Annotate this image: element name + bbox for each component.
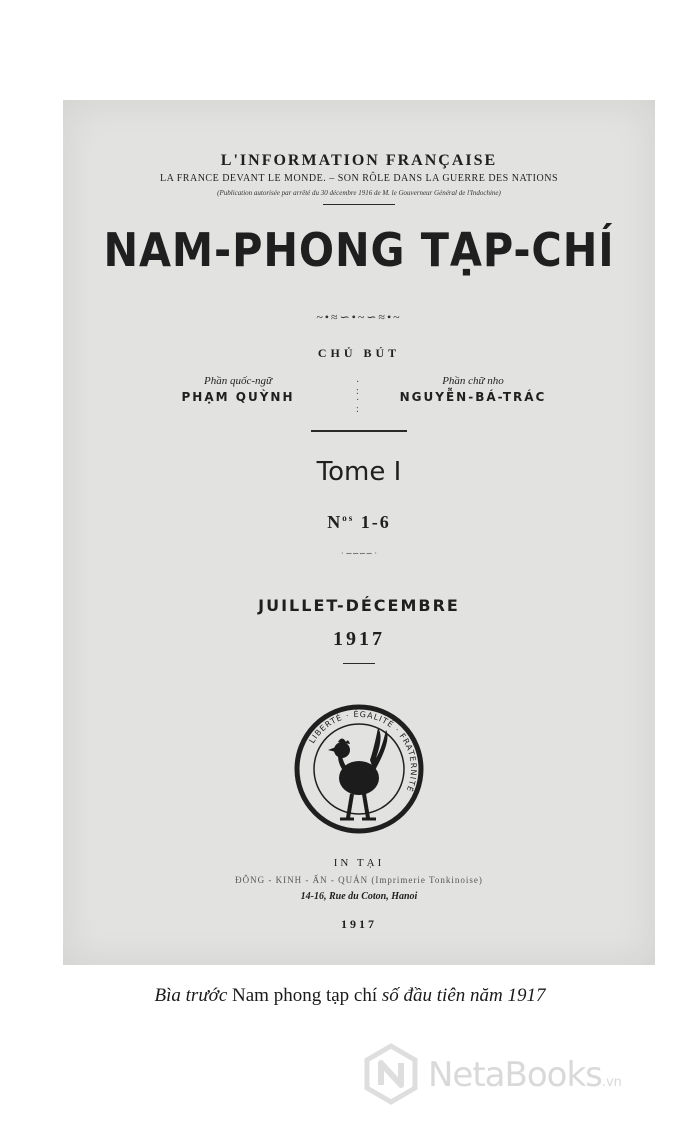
info-note: (Publication autorisée par arrêté du 30 décembre 1916 de M. le Gouverneur Général de l'Indochine) xyxy=(217,189,501,197)
caption-italic-2: số đầu tiên năm 1917 xyxy=(381,985,546,1006)
brand-suffix: .vn xyxy=(601,1075,622,1090)
caption-plain: Nam phong tạp chí xyxy=(227,985,382,1006)
divider xyxy=(311,430,407,432)
divider xyxy=(323,204,395,205)
brand-text xyxy=(428,1055,622,1095)
brand-name: NetaBooks xyxy=(428,1055,602,1095)
numbers-prefix: N xyxy=(327,512,343,532)
netabooks-logo-icon xyxy=(360,1043,422,1105)
bottom-year: 1917 xyxy=(341,917,377,931)
ornament-divider: ~•≈∽•~∽≈•~ xyxy=(316,310,402,324)
printed-at: IN TẠI xyxy=(333,857,385,869)
seal-text: LIBERTÉ · ÉGALITÉ · FRATERNITÉ xyxy=(307,709,419,794)
publisher-address: 14-16, Rue du Coton, Hanoi xyxy=(300,891,418,902)
numbers-range: 1-6 xyxy=(360,512,391,532)
year-label: 1917 xyxy=(333,628,385,650)
magazine-title: NAM-PHONG TẠP-CHÍ xyxy=(103,223,615,277)
chu-but-heading: CHỦ BÚT xyxy=(317,346,401,360)
months-label: JUILLET-DÉCEMBRE xyxy=(258,596,460,615)
editor-right xyxy=(373,375,573,404)
info-title: L'INFORMATION FRANÇAISE xyxy=(220,152,498,169)
divider xyxy=(343,663,375,664)
info-subtitle: LA FRANCE DEVANT LE MONDE. – SON RÔLE DANS LA GUERRE DES NATIONS xyxy=(159,173,559,184)
numbers-sup: os xyxy=(342,513,355,523)
book-cover xyxy=(63,100,655,965)
tome-label: Tome I xyxy=(316,457,402,487)
rooster-seal-icon xyxy=(288,700,430,838)
column-separator: · : · : xyxy=(356,377,360,415)
left-editor-name: PHẠM QUỲNH xyxy=(181,390,295,404)
small-ornament: · ∽∽∽∽ · xyxy=(340,549,378,558)
caption-italic-1: Bìa trước xyxy=(154,985,228,1006)
right-role: Phần chữ nho xyxy=(442,375,504,387)
right-editor-name: NGUYỄN-BÁ-TRÁC xyxy=(399,390,547,404)
publisher: ĐÔNG - KINH - ẤN - QUÁN (Imprimerie Tonkinoise) xyxy=(235,875,483,885)
editor-left xyxy=(138,375,338,404)
left-role: Phần quốc-ngữ xyxy=(203,375,272,387)
figure-caption xyxy=(0,985,700,1007)
issue-numbers xyxy=(63,512,655,533)
